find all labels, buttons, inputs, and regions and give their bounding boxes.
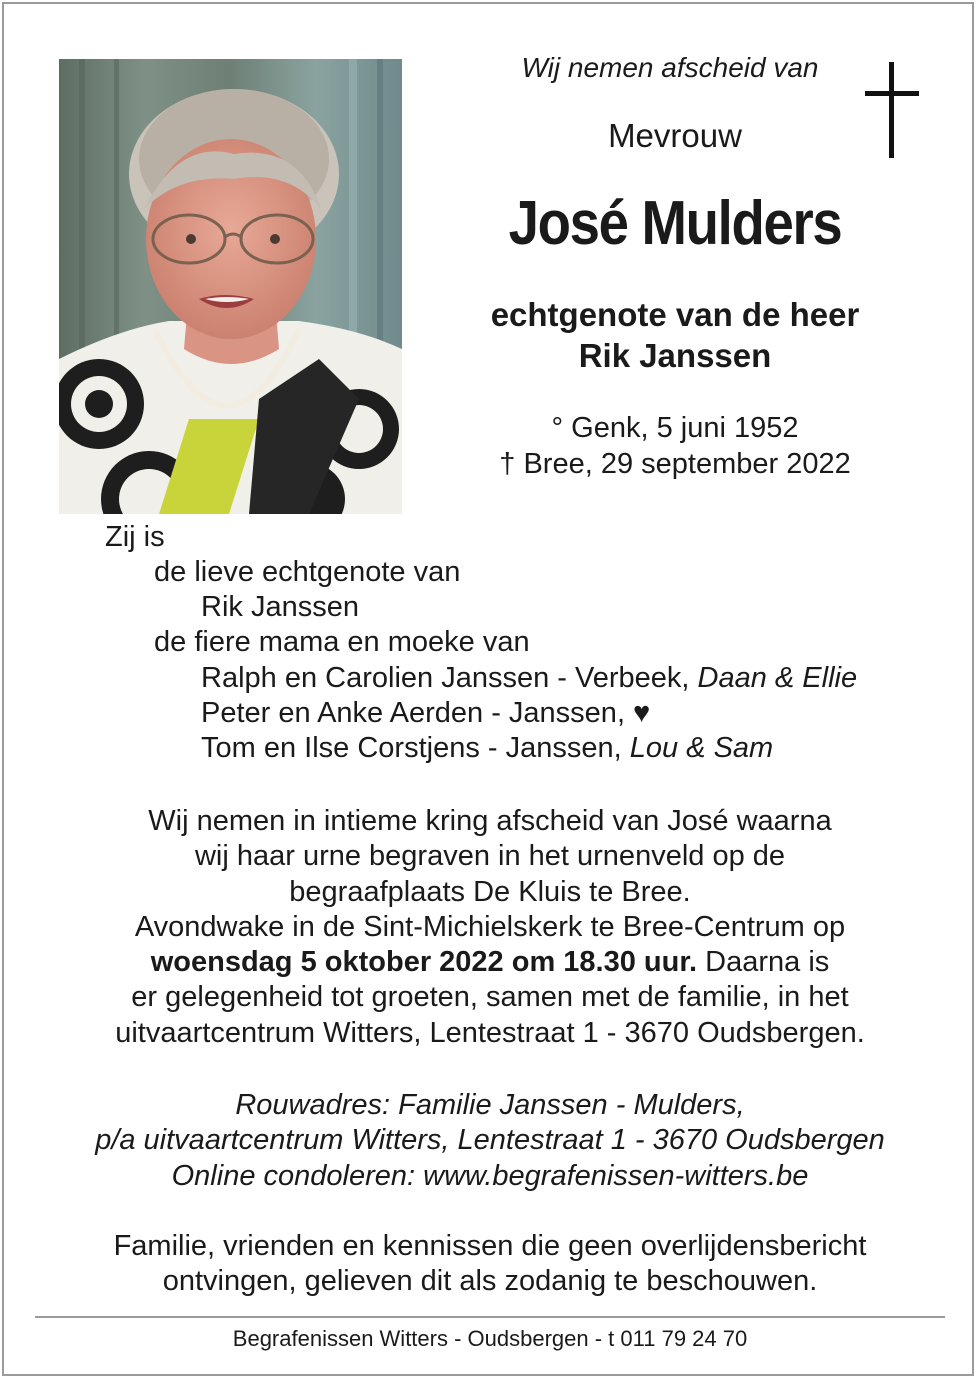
spouse-label: echtgenote van de heer — [490, 296, 860, 333]
honorific: Mevrouw — [608, 117, 742, 154]
deceased-name: José Mulders — [508, 189, 842, 258]
ceremony-date: woensdag 5 oktober 2022 om 18.30 uur. — [150, 946, 698, 979]
death-info: † Bree, 29 september 2022 — [499, 448, 851, 480]
spouse-name: Rik Janssen — [578, 337, 772, 374]
ceremony-text: Wij nemen in intieme kring afscheid van José waarna wij haar urne begraven in het urnenveld op de begraafplaats De Kluis te Bree. Avondwake in de Sint-Michielskerk te Bree-Centrum op woensdag 5 oktober 2022 om 18.30 uur. Daarna is er gelegenheid tot groeten, samen met de familie, in het uitvaartcentrum Witters, Lentestraat 1 - 3670 Oudsbergen. — [115, 805, 865, 1049]
footer-divider — [35, 1316, 945, 1318]
footer-contact: Begrafenissen Witters - Oudsbergen - t 011 79 24 70 — [232, 1326, 748, 1351]
child-line: Peter en Anke Aerden - Janssen, ♥ — [201, 697, 651, 729]
family-intro: Zij is — [105, 521, 165, 553]
notice-text: Familie, vrienden en kennissen die geen overlijdensbericht ontvingen, gelieven dit als zodanig te beschouwen. — [113, 1230, 867, 1298]
children-relation: de fiere mama en moeke van — [154, 626, 530, 658]
spouse-relation-name: Rik Janssen — [201, 591, 359, 623]
birth-info: ° Genk, 5 juni 1952 — [551, 412, 799, 444]
mourning-address: Rouwadres: Familie Janssen - Mulders, p/a uitvaartcentrum Witters, Lentestraat 1 - 3670 Oudsbergen Online condoleren: www.begrafenissen-witters.be — [95, 1089, 885, 1192]
portrait-photo — [59, 59, 402, 514]
child-line: Tom en Ilse Corstjens - Janssen, Lou & Sam — [201, 732, 774, 764]
spouse-relation: de lieve echtgenote van — [154, 556, 461, 588]
child-line: Ralph en Carolien Janssen - Verbeek, Daan & Ellie — [201, 662, 858, 694]
intro-text: Wij nemen afscheid van — [521, 52, 819, 83]
